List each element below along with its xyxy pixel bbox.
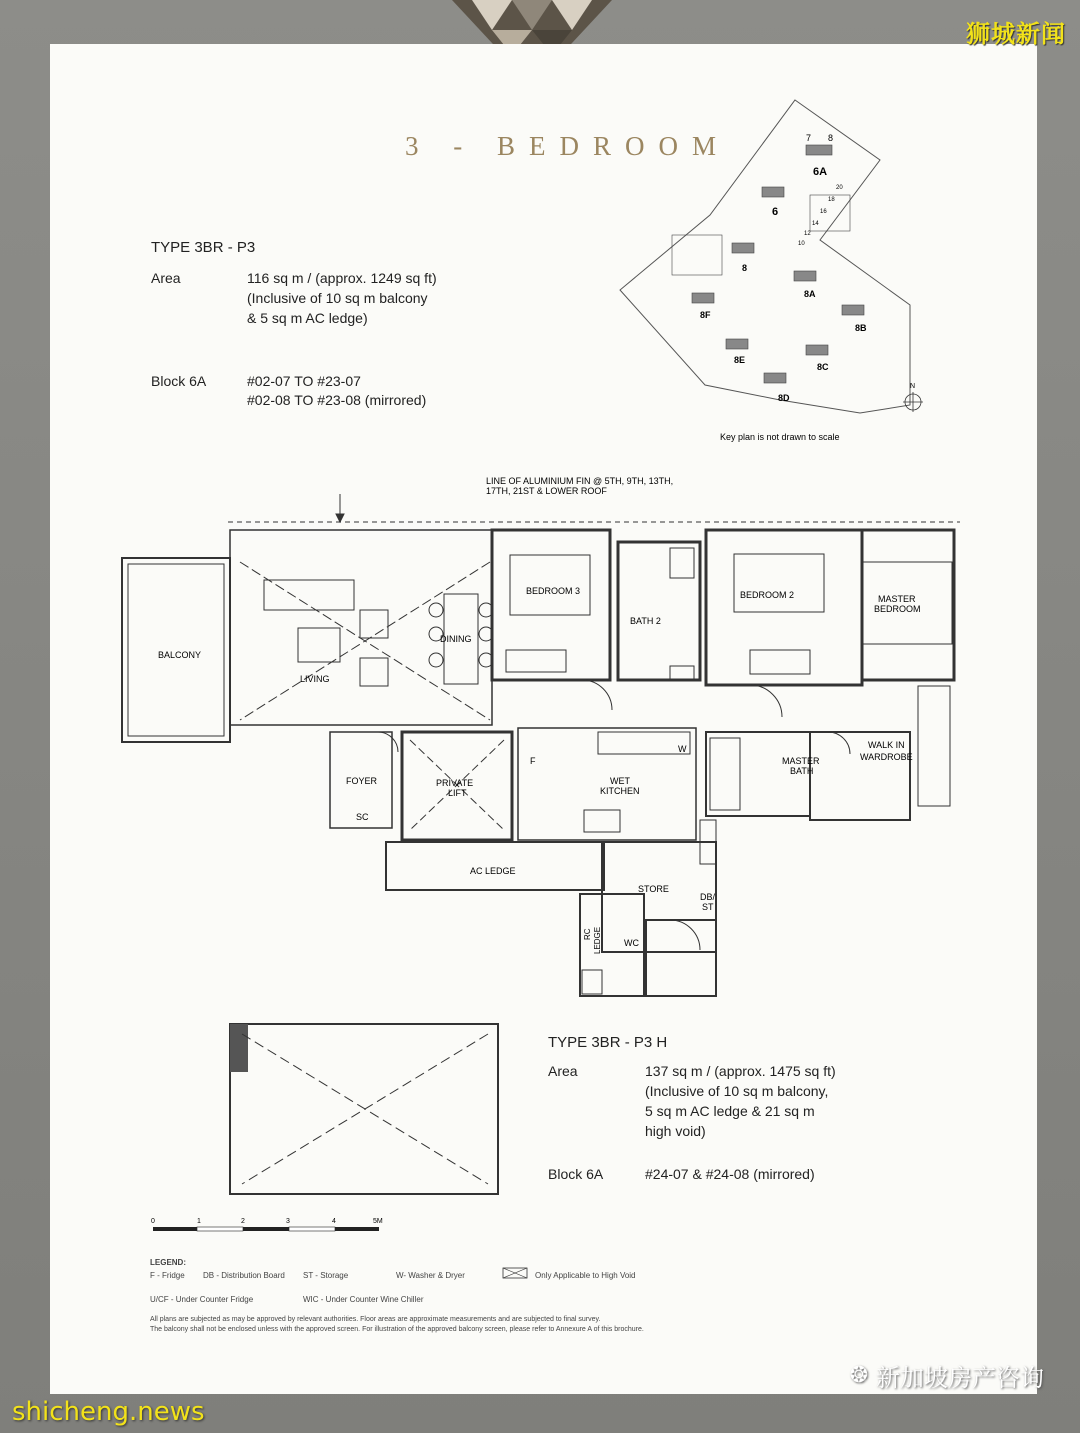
scale-tick: 4 — [332, 1218, 336, 1225]
type-p3h-area-line: 137 sq m / (approx. 1475 sq ft) — [645, 1063, 836, 1079]
arrow-icon — [336, 514, 344, 522]
room-label-fridge: F — [530, 756, 536, 766]
block-label-8f: 8F — [700, 310, 711, 320]
type-p3-area-line: 116 sq m / (approx. 1249 sq ft) — [247, 270, 437, 286]
room-label-balcony: BALCONY — [158, 650, 202, 660]
watermark-bottom-right — [850, 1358, 1044, 1393]
room-label-st: ST — [702, 902, 714, 912]
room-label-db: DB/ — [700, 892, 716, 902]
block-label-8: 8 — [742, 263, 748, 273]
high-void-symbol-icon — [502, 1266, 528, 1280]
room-label-washer: W — [678, 744, 687, 754]
room-label-wet-kitchen: WET — [610, 776, 630, 786]
wechat-icon: ❂ — [849, 1363, 868, 1388]
block-label-6: 6 — [772, 206, 779, 218]
room-label-living: LIVING — [300, 674, 330, 684]
side-number: 10 — [798, 241, 805, 247]
legend-item: ST - Storage — [303, 1271, 349, 1280]
scale-tick: 3 — [286, 1218, 290, 1225]
legend-item: WIC - Under Counter Wine Chiller — [303, 1295, 424, 1304]
legend-item: Only Applicable to High Void — [535, 1271, 636, 1280]
fin-note: LINE OF ALUMINIUM FIN @ 5TH, 9TH, 13TH, — [486, 476, 674, 486]
bathtub — [710, 738, 740, 810]
room-label-rc: RC — [583, 928, 592, 940]
room-label-walk-in-wardrobe: WARDROBE — [860, 752, 913, 762]
type-p3h-block-label: Block 6A — [548, 1166, 604, 1182]
high-void-plan — [228, 1022, 500, 1197]
unit-number-label: 8 — [828, 133, 834, 143]
room-label-master-bath: MASTER — [782, 756, 820, 766]
scale-tick: 1 — [197, 1218, 201, 1225]
room-label-ac-ledge: AC LEDGE — [470, 866, 516, 876]
watermark-text: 新加坡房产咨询 — [876, 1364, 1044, 1392]
type-p3-block-label: Block 6A — [151, 373, 207, 389]
room-label-walk-in-wardrobe: WALK IN — [868, 740, 905, 750]
scale-bar — [145, 1213, 395, 1243]
room-label-wet-kitchen: KITCHEN — [600, 786, 640, 796]
block-label-8d: 8D — [778, 393, 790, 403]
page-heading: 3 - BEDROOM — [405, 131, 731, 161]
block-cluster — [672, 145, 864, 383]
unit-number-label: 7 — [806, 133, 812, 143]
side-number: 12 — [804, 231, 811, 237]
coffee-table — [298, 628, 340, 662]
scale-tick: 0 — [151, 1218, 155, 1225]
room-label-wc: WC — [624, 938, 639, 948]
disclaimer: All plans are subjected as may be approved by relevant authorities. Floor areas are approximate measurements and are subjected to final survey. — [150, 1316, 601, 1323]
north-arrow-icon — [903, 392, 923, 412]
room-label-dining: DINING — [440, 634, 472, 644]
room-label-private-lift: PRIVATE — [436, 778, 474, 788]
type-p3h-area-line: (Inclusive of 10 sq m balcony, — [645, 1083, 829, 1099]
key-plan — [610, 95, 930, 450]
legend-title: LEGEND: — [150, 1258, 186, 1267]
type-p3h-area-line: high void) — [645, 1123, 706, 1139]
watermark-bottom-left: shicheng.news — [12, 1397, 205, 1427]
room-label-foyer: FOYER — [346, 776, 378, 786]
scale-tick: 5M — [373, 1218, 383, 1225]
type-p3h-title: TYPE 3BR - P3 H — [548, 1034, 668, 1051]
key-plan-note: Key plan is not drawn to scale — [720, 432, 840, 442]
floor-plan — [110, 470, 970, 1010]
side-number: 14 — [812, 221, 819, 227]
room-label-sc: SC — [356, 812, 369, 822]
north-label: N — [910, 383, 916, 390]
side-number: 20 — [836, 185, 843, 191]
cooker-hob — [584, 810, 620, 832]
sofa — [264, 580, 354, 610]
type-p3-unit-range: #02-07 TO #23-07 — [247, 373, 361, 389]
legend-item: F - Fridge — [150, 1271, 185, 1280]
type-p3-unit-range: #02-08 TO #23-08 (mirrored) — [247, 392, 427, 408]
room-label-bedroom-3: BEDROOM 3 — [526, 586, 581, 596]
type-p3h-unit-range: #24-07 & #24-08 (mirrored) — [645, 1166, 815, 1182]
block-label-8e: 8E — [734, 355, 746, 365]
type-p3-area-line: (Inclusive of 10 sq m balcony — [247, 290, 428, 306]
block-label-8c: 8C — [817, 362, 829, 372]
scale-tick: 2 — [241, 1218, 245, 1225]
legend-item: W- Washer & Dryer — [396, 1271, 465, 1280]
type-p3h-area-label: Area — [548, 1063, 578, 1079]
room-label-master-bath: BATH — [790, 766, 814, 776]
room-label-bath-2: BATH 2 — [630, 616, 661, 626]
room-label-ledge: LEDGE — [593, 926, 602, 954]
legend-item: DB - Distribution Board — [203, 1271, 285, 1280]
block-label-8b: 8B — [855, 323, 867, 333]
room-label-store: STORE — [638, 884, 669, 894]
fin-note: 17TH, 21ST & LOWER ROOF — [486, 486, 607, 496]
type-p3-title: TYPE 3BR - P3 — [151, 239, 256, 256]
side-number: 18 — [828, 197, 835, 203]
type-p3-area-label: Area — [151, 270, 181, 286]
room-label-bedroom-2: BEDROOM 2 — [740, 590, 795, 600]
type-p3h-area-line: 5 sq m AC ledge & 21 sq m — [645, 1103, 815, 1119]
disclaimer: The balcony shall not be enclosed unless with the approved screen. For illustration of the approved balcony screen, please refer to Annexure A of this brochure. — [150, 1326, 644, 1333]
room-label-private-lift: LIFT — [448, 788, 467, 798]
legend-item: U/CF - Under Counter Fridge — [150, 1295, 254, 1304]
side-number: 16 — [820, 209, 827, 215]
block-label-8a: 8A — [804, 289, 816, 299]
block-label-6a: 6A — [813, 166, 828, 178]
type-p3-area-line: & 5 sq m AC ledge) — [247, 310, 368, 326]
room-label-master-bedroom: MASTER — [878, 594, 916, 604]
room-label-master-bedroom: BEDROOM — [874, 604, 921, 614]
watermark-top: 狮城新闻 — [966, 20, 1066, 48]
